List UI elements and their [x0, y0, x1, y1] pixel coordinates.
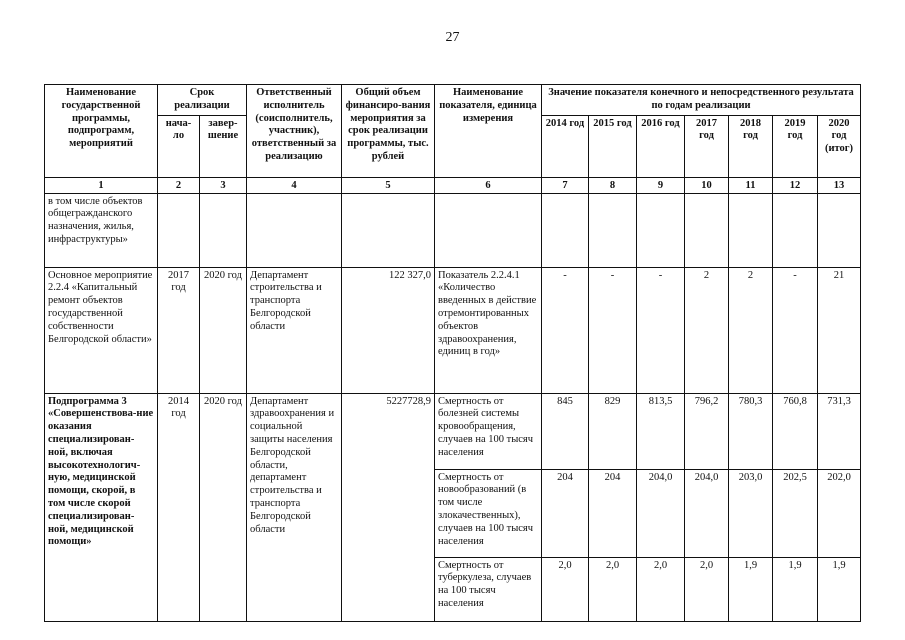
end-year-cell: 2020 год	[200, 393, 247, 621]
value-cell: 2,0	[589, 557, 637, 621]
column-number: 1	[45, 177, 158, 193]
value-cell: 2,0	[542, 557, 589, 621]
funding-cell: 122 327,0	[342, 267, 435, 393]
value-cell: 202,5	[773, 469, 818, 557]
header-values-title: Значение показателя конечного и непосредственного результата по годам реализации	[542, 85, 861, 116]
program-name-cell: Основное мероприятие 2.2.4 «Капитальный ремонт объектов государственной собственности Белгородской области»	[45, 267, 158, 393]
value-cell: 1,9	[729, 557, 773, 621]
column-number: 13	[818, 177, 861, 193]
header-year-2019: 2019 год	[773, 115, 818, 177]
value-cell: 731,3	[818, 393, 861, 469]
value-cell: 202,0	[818, 469, 861, 557]
value-cell: 204,0	[685, 469, 729, 557]
header-row-1	[45, 85, 861, 116]
value-cell: 845	[542, 393, 589, 469]
column-number: 10	[685, 177, 729, 193]
column-number: 9	[637, 177, 685, 193]
value-cell: 813,5	[637, 393, 685, 469]
start-year-cell: 2017 год	[158, 267, 200, 393]
column-number-row	[45, 177, 861, 193]
table-row-subprogram-3-indicator-1	[45, 393, 861, 469]
end-year-cell: 2020 год	[200, 267, 247, 393]
value-cell: 796,2	[685, 393, 729, 469]
program-name-cell: Подпрограмма 3 «Совершенствова-ние оказания специализирован-ной, включая высокотехнологич-ную, медицинской помощи, скорой, в том числе скорой специализирован-ной, медицинской помощи»	[45, 393, 158, 621]
value-cell: 204,0	[637, 469, 685, 557]
value-cell: 2,0	[637, 557, 685, 621]
table-row-measure-2-2-4	[45, 267, 861, 393]
column-number: 8	[589, 177, 637, 193]
column-number: 5	[342, 177, 435, 193]
column-number: 4	[247, 177, 342, 193]
header-year-2020: 2020 год (итог)	[818, 115, 861, 177]
header-indicator: Наименование показателя, единица измерения	[435, 85, 542, 178]
page-number: 27	[445, 30, 460, 45]
value-cell: 1,9	[773, 557, 818, 621]
value-cell: 21	[818, 267, 861, 393]
header-program-name: Наименование государственной программы, подпрограмм, мероприятий	[45, 85, 158, 178]
column-number: 6	[435, 177, 542, 193]
value-cell: -	[637, 267, 685, 393]
indicator-cell: Смертность от болезней системы кровообращения, случаев на 100 тысяч населения	[435, 393, 542, 469]
value-cell: 2	[729, 267, 773, 393]
header-start: нача-ло	[158, 115, 200, 177]
header-period: Срок реализации	[158, 85, 247, 116]
value-cell: 2,0	[685, 557, 729, 621]
value-cell: 829	[589, 393, 637, 469]
column-number: 12	[773, 177, 818, 193]
program-name-cell: в том числе объектов общегражданского назначения, жилья, инфраструктуры»	[45, 193, 158, 267]
header-end: завер-шение	[200, 115, 247, 177]
value-cell: 204	[589, 469, 637, 557]
header-funding: Общий объем финансиро-вания мероприятия за срок реализации программы, тыс. рублей	[342, 85, 435, 178]
column-number: 7	[542, 177, 589, 193]
value-cell: 2	[685, 267, 729, 393]
executor-cell: Департамент здравоохранения и социальной защиты населения Белгородской области, департамент строительства и транспорта Белгородской области	[247, 393, 342, 621]
indicator-cell: Смертность от туберкулеза, случаев на 100 тысяч населения	[435, 557, 542, 621]
header-year-2015: 2015 год	[589, 115, 637, 177]
column-number: 11	[729, 177, 773, 193]
table-row-continuation	[45, 193, 861, 267]
value-cell: -	[773, 267, 818, 393]
value-cell: 1,9	[818, 557, 861, 621]
header-year-2016: 2016 год	[637, 115, 685, 177]
column-number: 2	[158, 177, 200, 193]
indicator-cell: Смертность от новообразований (в том числе злокачественных), случаев на 100 тысяч населения	[435, 469, 542, 557]
value-cell: 203,0	[729, 469, 773, 557]
value-cell: 204	[542, 469, 589, 557]
value-cell: 760,8	[773, 393, 818, 469]
value-cell: -	[589, 267, 637, 393]
value-cell: 780,3	[729, 393, 773, 469]
header-year-2014: 2014 год	[542, 115, 589, 177]
header-year-2018: 2018 год	[729, 115, 773, 177]
value-cell: -	[542, 267, 589, 393]
column-number: 3	[200, 177, 247, 193]
start-year-cell: 2014 год	[158, 393, 200, 621]
indicator-cell: Показатель 2.2.4.1 «Количество введенных в действие отремонтированных объектов здравоохранения, единиц в год»	[435, 267, 542, 393]
header-year-2017: 2017 год	[685, 115, 729, 177]
program-indicators-table	[44, 84, 861, 622]
header-executor: Ответственный исполнитель (соисполнитель, участник), ответственный за реализацию	[247, 85, 342, 178]
executor-cell: Департамент строительства и транспорта Белгородской области	[247, 267, 342, 393]
funding-cell: 5227728,9	[342, 393, 435, 621]
